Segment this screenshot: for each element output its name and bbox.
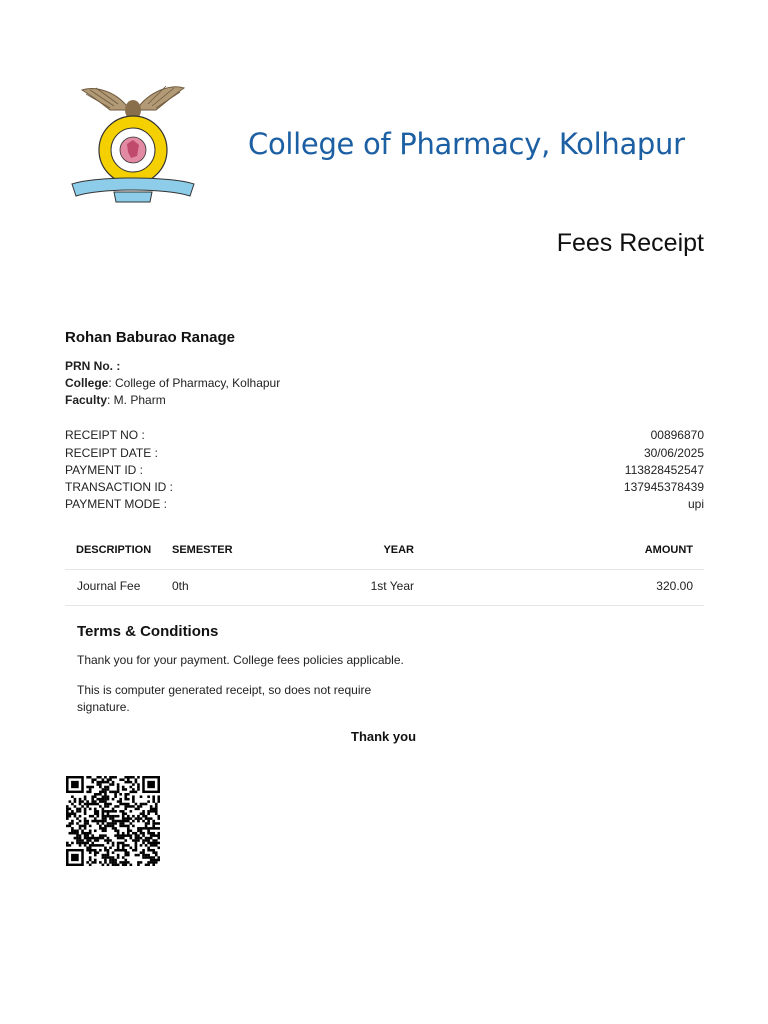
qr-code — [66, 776, 160, 866]
table-header-year: YEAR — [383, 544, 414, 556]
receipt-title: Fees Receipt — [556, 229, 704, 257]
qr-code-icon — [66, 776, 160, 866]
table-header-semester: SEMESTER — [172, 544, 233, 556]
college-label: College — [65, 376, 109, 390]
row-year: 1st Year — [370, 579, 414, 593]
payment-mode-value: upi — [687, 497, 704, 511]
row-semester: 0th — [172, 579, 189, 593]
terms-line-2: This is computer generated receipt, so does not require signature. — [77, 683, 372, 714]
table-divider — [65, 569, 704, 570]
prn-row — [65, 359, 120, 373]
row-amount: 320.00 — [656, 579, 693, 593]
college-row — [65, 376, 280, 390]
receipt-date-value: 30/06/2025 — [643, 446, 704, 460]
college-value: : College of Pharmacy, Kolhapur — [108, 376, 281, 390]
table-header-description: DESCRIPTION — [76, 544, 152, 556]
university-seal-eagle-logo-icon — [66, 80, 200, 206]
table-bottom-divider — [65, 605, 704, 606]
payment-id-value: 113828452547 — [624, 463, 704, 477]
row-description: Journal Fee — [77, 579, 141, 593]
prn-label: PRN No. : — [65, 359, 121, 373]
college-title: College of Pharmacy, Kolhapur — [248, 127, 685, 161]
terms-line-1: Thank you for your payment. College fees policies applicable. — [77, 653, 404, 667]
student-name: Rohan Baburao Ranage — [65, 329, 236, 346]
payment-mode-label: PAYMENT MODE : — [65, 497, 168, 511]
receipt-no-value: 00896870 — [650, 428, 704, 442]
thank-you: Thank you — [351, 729, 417, 744]
faculty-label: Faculty — [65, 393, 108, 407]
receipt-no-label: RECEIPT NO : — [65, 428, 145, 442]
university-seal-logo — [66, 80, 200, 206]
transaction-id-label: TRANSACTION ID : — [65, 480, 174, 494]
receipt-date-label: RECEIPT DATE : — [65, 446, 158, 460]
terms-title: Terms & Conditions — [77, 623, 219, 640]
faculty-value: : M. Pharm — [107, 393, 166, 407]
table-header-amount: AMOUNT — [644, 544, 693, 556]
payment-id-label: PAYMENT ID : — [65, 463, 144, 477]
transaction-id-value: 137945378439 — [623, 480, 704, 494]
faculty-row — [65, 393, 166, 407]
